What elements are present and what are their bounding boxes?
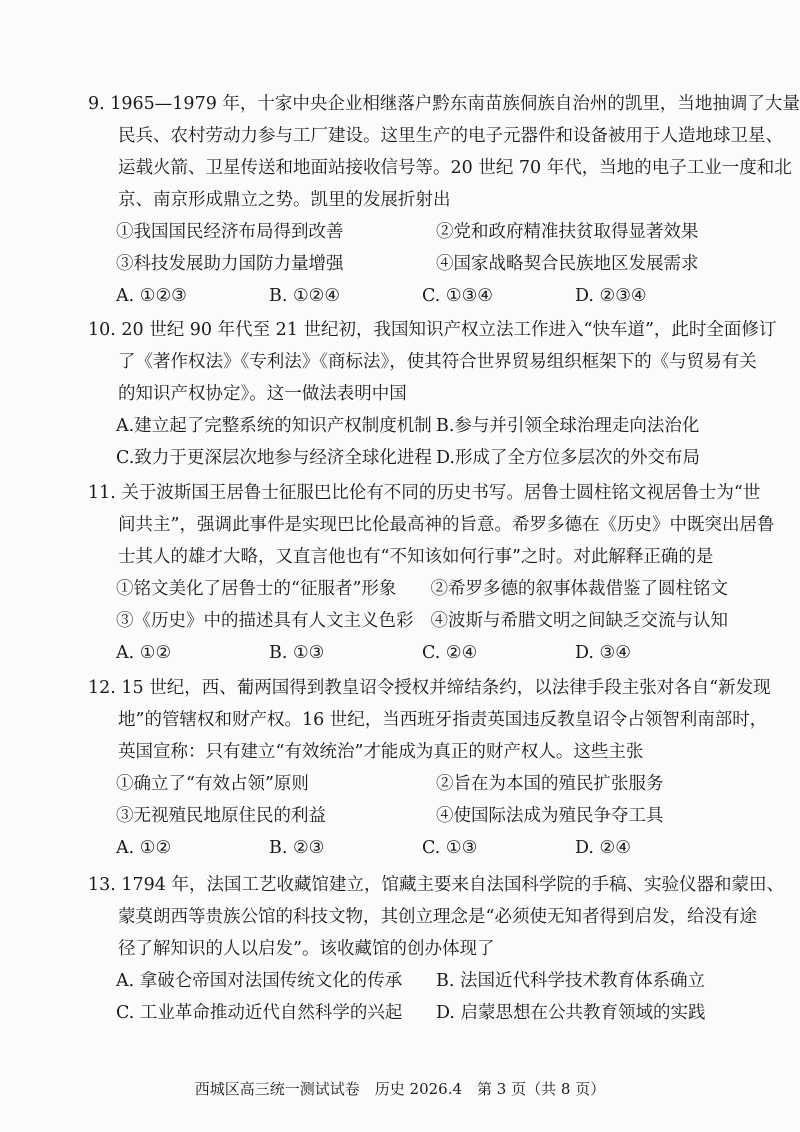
statement: ①我国国民经济布局得到改善 (116, 222, 344, 242)
option-a: A. ①②③ (116, 286, 187, 306)
statement-row (88, 605, 728, 637)
option-d: D. ②④ (575, 838, 631, 858)
option-c: C. 工业革命推动近代自然科学的兴起 (116, 1003, 403, 1023)
question-stem-line: 13. 1794 年，法国工艺收藏馆建立，馆藏主要来自法国科学院的手稿、实验仪器和蒙田、 (88, 875, 784, 895)
statement: ④波斯与希腊文明之间缺乏交流与认知 (430, 611, 728, 631)
question-stem-line: 运载火箭、卫星传送和地面站接收信号等。20 世纪 70 年代，当地的电子工业一度和北 (118, 158, 792, 178)
question-stem-line: 9. 1965—1979 年，十家中央企业相继落户黔东南苗族侗族自治州的凯里，当地抽调了大量 (88, 94, 800, 114)
question-stem-line: 京、南京形成鼎立之势。凯里的发展折射出 (118, 190, 451, 210)
statement-row (88, 248, 728, 280)
question-stem-line: 士其人的雄才大略，又直言他也有“不知该如何行事”之时。对此解释正确的是 (118, 547, 714, 567)
question-11 (88, 477, 775, 669)
option-a: A.建立起了完整系统的知识产权制度机制 (116, 416, 432, 436)
statement: ③无视殖民地原住民的利益 (116, 806, 326, 826)
statement: ①铭文美化了居鲁士的“征服者”形象 (116, 579, 397, 599)
options-row (88, 410, 728, 442)
option-a: A. ①② (116, 838, 172, 858)
question-stem-line: 11. 关于波斯国王居鲁士征服巴比伦有不同的历史书写。居鲁士圆柱铭文视居鲁士为“世 (88, 483, 761, 503)
question-stem-line: 间共主”，强调此事件是实现巴比伦最高神的旨意。希罗多德在《历史》中既突出居鲁 (118, 515, 775, 535)
question-12 (88, 672, 771, 864)
statement: ④国家战略契合民族地区发展需求 (436, 254, 699, 274)
question-10 (88, 314, 777, 474)
option-b: B. ②③ (269, 838, 325, 858)
option-d: D.形成了全方位多层次的外交布局 (436, 448, 700, 468)
option-d: D. ③④ (575, 643, 631, 663)
question-stem-line: 民兵、农村劳动力参与工厂建设。这里生产的电子元器件和设备被用于人造地球卫星、 (118, 126, 783, 146)
option-b: B. ①③ (269, 643, 325, 663)
options-row (88, 637, 728, 669)
question-stem-line: 10. 20 世纪 90 年代至 21 世纪初，我国知识产权立法工作进入“快车道”，此时全面修订 (88, 320, 777, 340)
question-stem-line: 地”的管辖权和财产权。16 世纪，当西班牙指责英国违反教皇诏令占领智利南部时， (118, 710, 768, 730)
statement: ②希罗多德的叙事体裁借鉴了圆柱铭文 (430, 579, 728, 599)
question-stem-line: 蒙莫朗西等贵族公馆的科技文物，其创立理念是“必须使无知者得到启发，给没有途 (118, 907, 757, 927)
option-c: C.致力于更深层次地参与经济全球化进程 (116, 448, 432, 468)
option-a: A. ①② (116, 643, 172, 663)
page-footer: 西城区高三统一测试试卷 历史 2026.4 第 3 页（共 8 页） (194, 1080, 606, 1098)
options-row (88, 832, 728, 864)
question-stem-line: 英国宣称：只有建立“有效统治”才能成为真正的财产权人。这些主张 (118, 742, 644, 762)
option-c: C. ②④ (422, 643, 478, 663)
question-stem-line: 径了解知识的人以启发”。该收藏馆的创办体现了 (118, 939, 495, 959)
option-b: B. ①②④ (269, 286, 341, 306)
statement-row (88, 216, 728, 248)
option-a: A. 拿破仑帝国对法国传统文化的传承 (116, 971, 403, 991)
option-c: C. ①③ (422, 838, 478, 858)
options-row (88, 997, 728, 1029)
option-c: C. ①③④ (422, 286, 493, 306)
option-d: D. ②③④ (575, 286, 647, 306)
option-b: B. 法国近代科学技术教育体系确立 (436, 971, 705, 991)
statement-row (88, 800, 728, 832)
question-stem-line: 12. 15 世纪，西、葡两国得到教皇诏令授权并缔结条约，以法律手段主张对各自“新发现 (88, 678, 771, 698)
options-row (88, 280, 728, 312)
options-row (88, 965, 728, 997)
options-row (88, 442, 728, 474)
question-stem-line: 了《著作权法》《专利法》《商标法》，使其符合世界贸易组织框架下的《与贸易有关 (118, 352, 757, 372)
statement: ③《历史》中的描述具有人文主义色彩 (116, 611, 414, 631)
option-b: B.参与并引领全球治理走向法治化 (436, 416, 700, 436)
question-stem-line: 的知识产权协定》。这一做法表明中国 (118, 384, 407, 404)
statement: ③科技发展助力国防力量增强 (116, 254, 344, 274)
option-d: D. 启蒙思想在公共教育领域的实践 (436, 1003, 706, 1023)
statement: ①确立了“有效占领”原则 (116, 774, 309, 794)
statement: ②党和政府精准扶贫取得显著效果 (436, 222, 699, 242)
statement-row (88, 768, 728, 800)
statement: ②旨在为本国的殖民扩张服务 (436, 774, 664, 794)
statement-row (88, 573, 728, 605)
statement: ④使国际法成为殖民争夺工具 (436, 806, 664, 826)
question-9 (88, 88, 800, 312)
question-13 (88, 869, 784, 1029)
